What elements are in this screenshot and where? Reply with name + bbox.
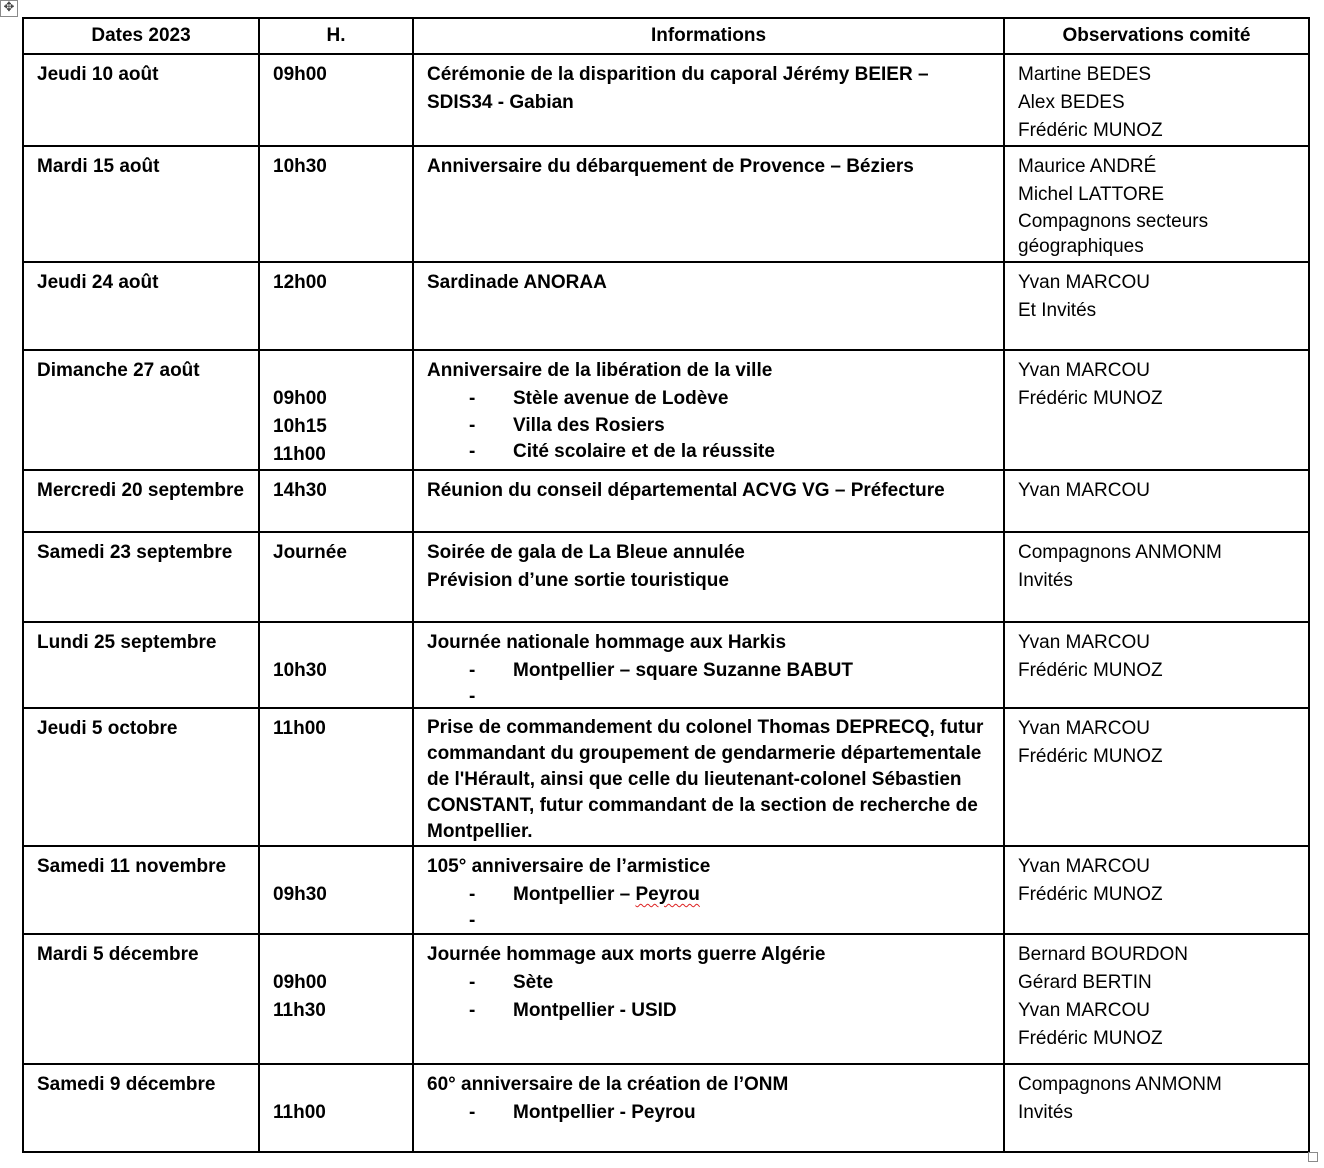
info-title: Journée hommage aux morts guerre Algérie bbox=[427, 944, 826, 965]
time-cell bbox=[259, 532, 413, 622]
date-cell: Mercredi 20 septembre bbox=[23, 470, 259, 532]
header-info: Informations bbox=[413, 18, 1004, 54]
info-cell bbox=[413, 470, 1004, 532]
table-row bbox=[23, 532, 1309, 622]
observer-name: Bernard BOURDON bbox=[1018, 944, 1188, 965]
info-title: Prévision d’une sortie touristique bbox=[427, 570, 729, 591]
observations-cell bbox=[1004, 54, 1309, 146]
info-title: Journée nationale hommage aux Harkis bbox=[427, 632, 787, 653]
table-move-handle[interactable] bbox=[0, 0, 18, 17]
table-row bbox=[23, 470, 1309, 532]
time-cell bbox=[259, 622, 413, 708]
table-row bbox=[23, 262, 1309, 350]
time-value: 11h00 bbox=[273, 718, 326, 739]
date-cell: Lundi 25 septembre bbox=[23, 622, 259, 708]
time-cell bbox=[259, 262, 413, 350]
info-cell: Journée nationale hommage aux Harkis - Montpellier – square Suzanne BABUT - bbox=[413, 622, 1004, 708]
observer-name: Yvan MARCOU bbox=[1018, 360, 1150, 381]
list-item: - Montpellier - Peyrou bbox=[469, 1102, 696, 1123]
observations-cell bbox=[1004, 532, 1309, 622]
table-row bbox=[23, 934, 1309, 1064]
table-row bbox=[23, 146, 1309, 262]
observer-name: Frédéric MUNOZ bbox=[1018, 120, 1163, 141]
info-title: 105° anniversaire de l’armistice bbox=[427, 856, 711, 877]
time-value: 11h00 bbox=[273, 1102, 326, 1123]
date-cell: Mardi 15 août bbox=[23, 146, 259, 262]
list-item: - Montpellier – square Suzanne BABUT bbox=[469, 660, 853, 681]
date-cell: Samedi 23 septembre bbox=[23, 532, 259, 622]
list-item: - Villa des Rosiers bbox=[469, 415, 665, 436]
schedule-table bbox=[22, 17, 1310, 1153]
header-hour: H. bbox=[259, 18, 413, 54]
time-value: 12h00 bbox=[273, 272, 327, 293]
header-row bbox=[23, 18, 1309, 54]
move-arrows-icon: ✥ bbox=[3, 0, 15, 15]
info-cell bbox=[413, 54, 1004, 146]
info-cell bbox=[413, 708, 1004, 846]
time-value: 09h00 bbox=[273, 64, 327, 85]
table-row bbox=[23, 54, 1309, 146]
info-title: 60° anniversaire de la création de l’ONM bbox=[427, 1074, 789, 1095]
observations-cell bbox=[1004, 350, 1309, 470]
date-cell: Samedi 9 décembre bbox=[23, 1064, 259, 1152]
date-cell: Dimanche 27 août bbox=[23, 350, 259, 470]
time-value: 10h15 bbox=[273, 416, 327, 437]
info-title: Anniversaire du débarquement de Provence – Béziers bbox=[427, 156, 914, 177]
date-cell: Jeudi 24 août bbox=[23, 262, 259, 350]
observer-name: Yvan MARCOU bbox=[1018, 272, 1150, 293]
info-title: Réunion du conseil départemental ACVG VG – Préfecture bbox=[427, 480, 945, 501]
observer-name: Compagnons secteurs géographiques bbox=[1018, 211, 1209, 257]
time-cell bbox=[259, 934, 413, 1064]
info-title: Soirée de gala de La Bleue annulée bbox=[427, 542, 745, 563]
observer-name: Maurice ANDRÉ bbox=[1018, 156, 1157, 177]
time-value: 11h00 bbox=[273, 444, 326, 465]
observer-name: Invités bbox=[1018, 1102, 1073, 1123]
time-value bbox=[273, 1071, 402, 1099]
info-title: Sardinade ANORAA bbox=[427, 272, 607, 293]
header-dates: Dates 2023 bbox=[23, 18, 259, 54]
info-title: Cérémonie de la disparition du caporal Jérémy BEIER – SDIS34 - Gabian bbox=[427, 64, 929, 113]
header-observations: Observations comité bbox=[1004, 18, 1309, 54]
info-title: Anniversaire de la libération de la ville bbox=[427, 360, 773, 381]
time-cell bbox=[259, 146, 413, 262]
time-value: 10h30 bbox=[273, 660, 327, 681]
observations-cell bbox=[1004, 262, 1309, 350]
list-item: - Cité scolaire et de la réussite bbox=[469, 441, 775, 462]
time-value bbox=[273, 941, 402, 969]
info-cell bbox=[413, 350, 1004, 470]
observer-name: Compagnons ANMONM bbox=[1018, 542, 1222, 563]
list-item: - Stèle avenue de Lodève bbox=[469, 388, 729, 409]
observer-name: Yvan MARCOU bbox=[1018, 856, 1150, 877]
info-cell bbox=[413, 934, 1004, 1064]
time-cell bbox=[259, 708, 413, 846]
list-item: - Montpellier – Peyrou bbox=[469, 884, 700, 905]
observer-name: Frédéric MUNOZ bbox=[1018, 388, 1163, 409]
observer-name: Frédéric MUNOZ bbox=[1018, 660, 1163, 681]
table-row bbox=[23, 708, 1309, 846]
observations-cell bbox=[1004, 470, 1309, 532]
observations-cell bbox=[1004, 708, 1309, 846]
table-row bbox=[23, 846, 1309, 934]
observer-name: Michel LATTORE bbox=[1018, 184, 1165, 205]
time-value: Journée bbox=[273, 542, 347, 563]
time-value bbox=[273, 629, 402, 657]
time-value: 10h30 bbox=[273, 156, 327, 177]
time-value: 14h30 bbox=[273, 480, 327, 501]
table-row bbox=[23, 622, 1309, 708]
observations-cell bbox=[1004, 1064, 1309, 1152]
observer-name: Yvan MARCOU bbox=[1018, 632, 1150, 653]
time-cell bbox=[259, 54, 413, 146]
observer-name: Alex BEDES bbox=[1018, 92, 1125, 113]
observer-name: Invités bbox=[1018, 570, 1073, 591]
observer-name: Gérard BERTIN bbox=[1018, 972, 1152, 993]
date-cell: Jeudi 10 août bbox=[23, 54, 259, 146]
observer-name: Compagnons ANMONM bbox=[1018, 1074, 1222, 1095]
time-value: 09h00 bbox=[273, 972, 327, 993]
time-value: 11h30 bbox=[273, 1000, 326, 1021]
time-cell bbox=[259, 470, 413, 532]
observations-cell bbox=[1004, 146, 1309, 262]
observer-name: Frédéric MUNOZ bbox=[1018, 746, 1163, 767]
observer-name: Frédéric MUNOZ bbox=[1018, 884, 1163, 905]
observations-cell bbox=[1004, 622, 1309, 708]
info-cell: 105° anniversaire de l’armistice - Montpellier – Peyrou - bbox=[413, 846, 1004, 934]
observer-name: Yvan MARCOU bbox=[1018, 718, 1150, 739]
observer-name: Yvan MARCOU bbox=[1018, 480, 1150, 501]
time-cell bbox=[259, 846, 413, 934]
info-cell bbox=[413, 1064, 1004, 1152]
time-value: 09h00 bbox=[273, 388, 327, 409]
spellcheck-mark: Peyrou bbox=[635, 884, 700, 905]
table-row bbox=[23, 1064, 1309, 1152]
list-item: - Montpellier - USID bbox=[469, 1000, 677, 1021]
observer-name: Yvan MARCOU bbox=[1018, 1000, 1150, 1021]
time-cell bbox=[259, 1064, 413, 1152]
table-resize-handle[interactable] bbox=[1308, 1152, 1318, 1162]
observer-name: Frédéric MUNOZ bbox=[1018, 1028, 1163, 1049]
date-cell: Samedi 11 novembre bbox=[23, 846, 259, 934]
info-cell bbox=[413, 262, 1004, 350]
time-value bbox=[273, 853, 402, 881]
date-cell: Mardi 5 décembre bbox=[23, 934, 259, 1064]
observations-cell bbox=[1004, 846, 1309, 934]
observer-name: Et Invités bbox=[1018, 300, 1097, 321]
info-title: Prise de commandement du colonel Thomas DEPRECQ, futur commandant du groupement de gendarmerie départementale de l'Hérault, ainsi que celle du lieutenant-colonel Sébastien CONSTANT, futur commandant de la section de recherche de Montpellier. bbox=[427, 717, 984, 842]
list-item: - Sète bbox=[469, 972, 554, 993]
time-value bbox=[273, 357, 402, 385]
info-cell bbox=[413, 146, 1004, 262]
observer-name: Martine BEDES bbox=[1018, 64, 1152, 85]
time-cell bbox=[259, 350, 413, 470]
time-value: 09h30 bbox=[273, 884, 327, 905]
info-cell bbox=[413, 532, 1004, 622]
table-row bbox=[23, 350, 1309, 470]
observations-cell bbox=[1004, 934, 1309, 1064]
date-cell: Jeudi 5 octobre bbox=[23, 708, 259, 846]
